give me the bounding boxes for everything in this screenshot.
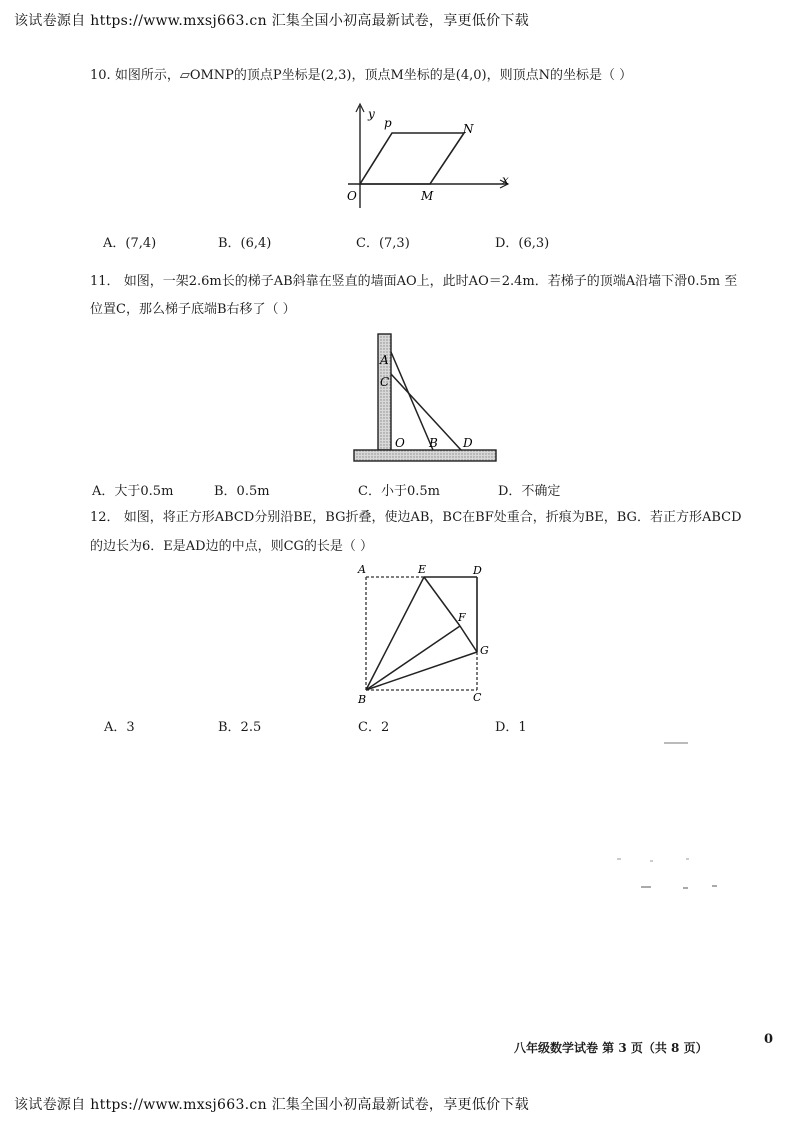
- option-d: D．(6,3): [495, 236, 550, 251]
- label-o: O: [347, 189, 357, 203]
- label-x: x: [502, 173, 509, 187]
- label-m: M: [421, 189, 434, 203]
- label-n: N: [463, 122, 474, 136]
- wall: [378, 334, 391, 450]
- label-f: F: [458, 611, 466, 624]
- ground: [354, 450, 496, 461]
- question-12: [90, 508, 742, 528]
- figure-q11-ladder: [350, 330, 500, 464]
- label-c: C: [380, 375, 390, 389]
- scan-speck: [641, 886, 651, 888]
- line-fg: [460, 626, 477, 652]
- footer-banner: 该试卷源自 https://www.mxsj663.cn 汇集全国小初高最新试卷，享更低价下载: [14, 1097, 530, 1113]
- label-c: C: [473, 691, 482, 704]
- question-number: 11．: [90, 274, 120, 289]
- option-c: C．2: [358, 720, 390, 735]
- question-text: 如图所示，▱OMNP的顶点P坐标是(2,3)，顶点M坐标的是(4,0)，则顶点N的坐标是（ ）: [114, 68, 633, 83]
- question-text: 如图，一架2.6m长的梯子AB斜靠在竖直的墙面AO上，此时AO＝2.4m．若梯子的顶端A沿墙下滑0.5m 至: [123, 274, 738, 289]
- label-d: D: [463, 436, 473, 450]
- scan-speck: [686, 858, 689, 860]
- question-number: 12．: [90, 510, 120, 525]
- label-g: G: [480, 644, 489, 657]
- figure-q12-square: [350, 560, 500, 710]
- option-a: A．(7,4): [103, 236, 157, 251]
- label-y: y: [368, 107, 375, 121]
- label-o: O: [395, 436, 405, 450]
- option-c: C．小于0.5m: [358, 484, 440, 499]
- scan-speck: [712, 885, 717, 887]
- scan-speck: [617, 858, 621, 860]
- question-number: 10.: [90, 68, 111, 83]
- page-footer: 八年级数学试卷 第 3 页（共 8 页）: [514, 1041, 708, 1055]
- label-e: E: [418, 563, 427, 576]
- option-a: A．3: [104, 720, 135, 735]
- label-a: A: [380, 353, 389, 367]
- line-bf: [366, 626, 460, 690]
- label-d: D: [473, 564, 482, 577]
- corner-mark: 0: [764, 1032, 774, 1047]
- label-b: B: [429, 436, 438, 450]
- label-b: B: [358, 693, 367, 706]
- question-11-line2: 位置C，那么梯子底端B右移了（ ）: [90, 302, 296, 317]
- question-10: [90, 66, 632, 86]
- question-12-line2: 的边长为6．E是AD边的中点，则CG的长是（ ）: [90, 539, 374, 554]
- figure-q10-parallelogram: [330, 100, 520, 210]
- parallelogram-omnp: [360, 133, 464, 184]
- option-d: D．不确定: [498, 484, 561, 499]
- option-b: B．2.5: [218, 720, 262, 735]
- option-b: B．(6,4): [218, 236, 272, 251]
- question-text: 如图，将正方形ABCD分别沿BE，BG折叠，使边AB，BC在BF处重合，折痕为BE，BG．若正方形ABCD: [123, 510, 742, 525]
- option-b: B．0.5m: [214, 484, 270, 499]
- label-a: A: [358, 563, 366, 576]
- scan-speck: [664, 742, 688, 744]
- header-banner: 该试卷源自 https://www.mxsj663.cn 汇集全国小初高最新试卷，享更低价下载: [14, 13, 530, 29]
- label-p: p: [384, 116, 392, 130]
- scan-speck: [650, 860, 653, 862]
- scan-speck: [683, 887, 688, 889]
- option-d: D．1: [495, 720, 527, 735]
- line-ef: [424, 577, 460, 626]
- option-c: C．(7,3): [356, 236, 410, 251]
- option-a: A．大于0.5m: [92, 484, 174, 499]
- question-11: [90, 272, 737, 292]
